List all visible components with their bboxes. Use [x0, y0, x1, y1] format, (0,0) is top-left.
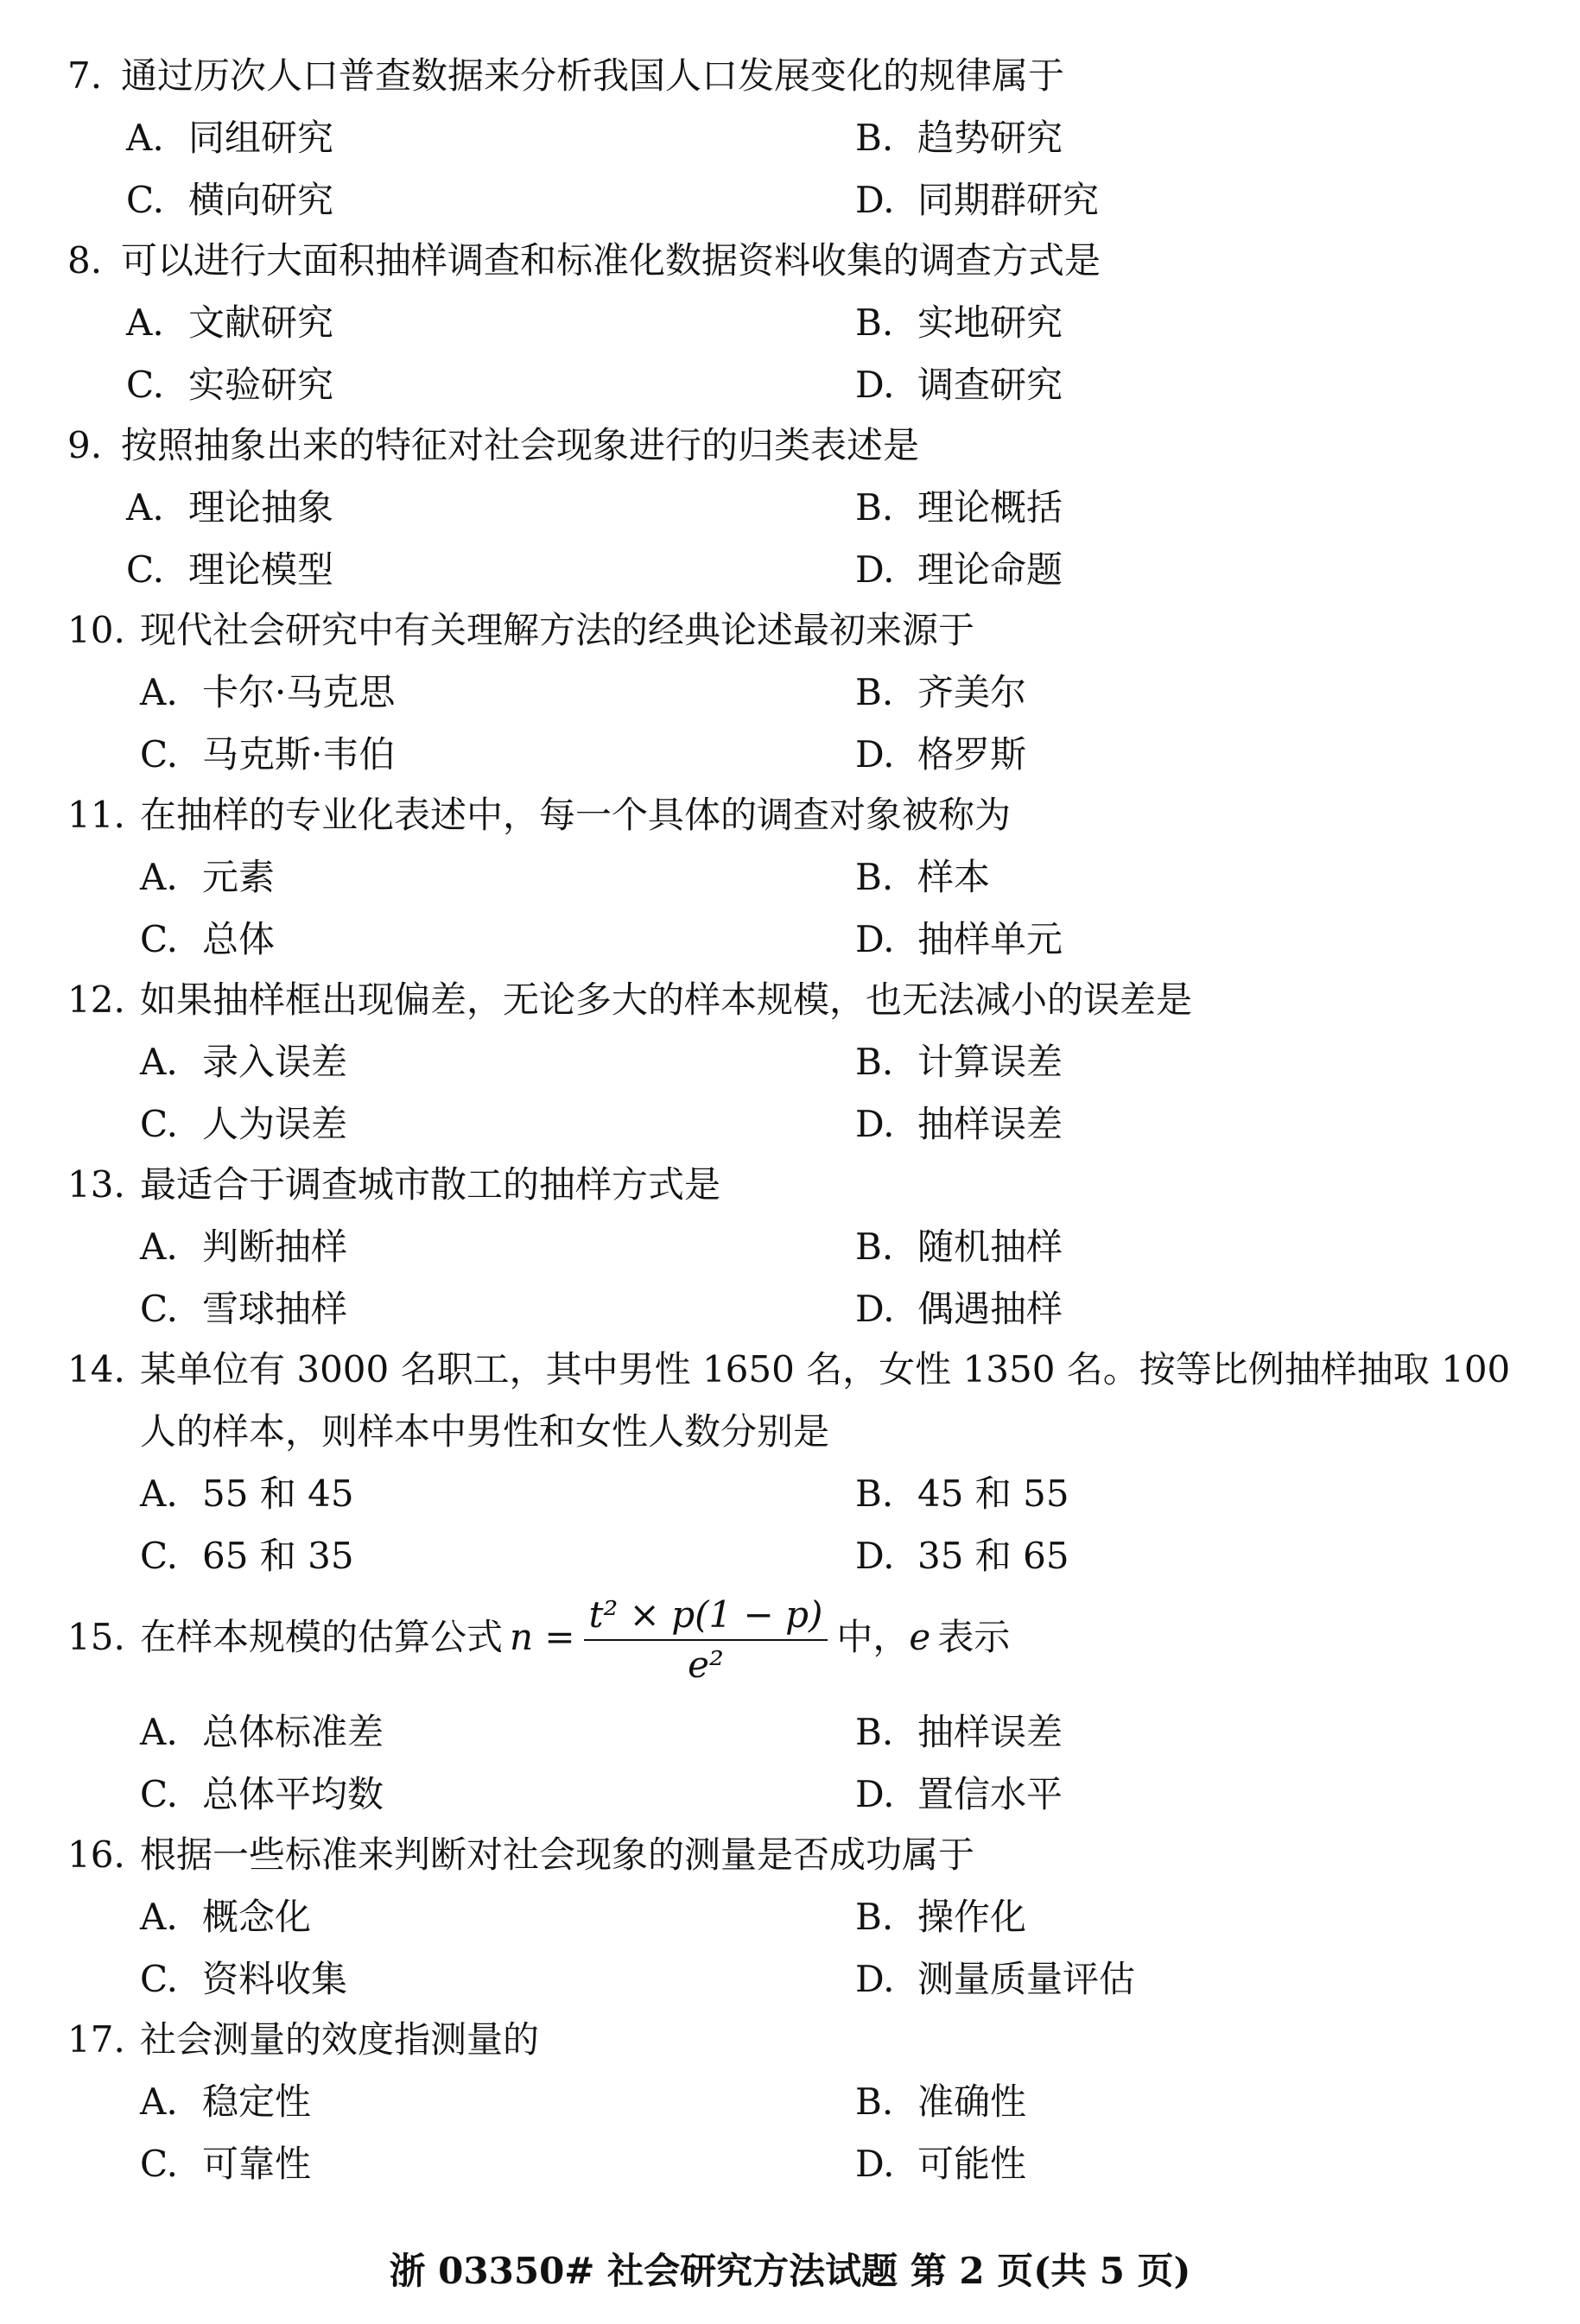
question-number: 7. [67, 54, 103, 97]
option-letter: C. [126, 364, 164, 406]
option-letter: A. [126, 486, 164, 529]
option-text: 偶遇抽样 [917, 1288, 1063, 1330]
question-number: 16. [67, 1833, 125, 1876]
option-d [855, 2138, 1026, 2190]
option-text: 随机抽样 [917, 1225, 1063, 1268]
option-letter: C. [140, 2143, 178, 2185]
option-letter: D. [855, 1103, 895, 1145]
option-letter: C. [126, 548, 164, 591]
option-letter: D. [855, 1958, 895, 2000]
question-text-after: 中， [836, 1616, 910, 1658]
option-text: 总体平均数 [202, 1773, 384, 1815]
option-a [140, 2076, 311, 2128]
question-16 [67, 1829, 1545, 1881]
option-text: 同组研究 [188, 117, 334, 159]
option-d [855, 914, 1063, 966]
option-d [855, 1283, 1063, 1335]
option-c [140, 1530, 354, 1582]
question-17 [67, 2014, 1545, 2066]
option-c [140, 1954, 347, 2005]
question-8 [67, 235, 1545, 287]
option-letter: D. [855, 364, 895, 406]
question-text: 在样本规模的估算公式 [140, 1616, 504, 1658]
option-letter: A. [140, 671, 178, 713]
question-11 [67, 789, 1545, 841]
question-number: 17. [67, 2018, 125, 2061]
option-text: 测量质量评估 [917, 1958, 1136, 2000]
option-text: 45 和 55 [917, 1472, 1069, 1515]
option-letter: B. [855, 671, 894, 713]
option-text: 录入误差 [202, 1041, 348, 1083]
option-c [140, 914, 275, 966]
option-text: 稳定性 [202, 2080, 312, 2123]
option-text: 65 和 35 [202, 1535, 354, 1577]
question-12 [67, 974, 1545, 1026]
question-number: 11. [67, 794, 125, 836]
question-7 [67, 50, 1545, 102]
question-text: 通过历次人口普查数据来分析我国人口发展变化的规律属于 [121, 54, 1065, 97]
option-letter: D. [855, 2143, 895, 2185]
option-text: 实地研究 [917, 301, 1063, 344]
question-text: 按照抽象出来的特征对社会现象进行的归类表述是 [121, 424, 920, 466]
option-text: 操作化 [917, 1896, 1027, 1938]
option-text: 调查研究 [917, 364, 1063, 406]
option-letter: A. [140, 1472, 178, 1515]
option-letter: A. [140, 1711, 178, 1753]
option-text: 总体 [202, 918, 276, 960]
question-number: 9. [67, 424, 103, 466]
option-text: 雪球抽样 [202, 1288, 348, 1330]
option-d [855, 1954, 1135, 2005]
option-d [855, 174, 1099, 226]
option-letter: C. [140, 1288, 178, 1330]
option-c [140, 729, 395, 781]
option-letter: A. [140, 1041, 178, 1083]
option-letter: A. [140, 2080, 178, 2123]
option-letter: B. [855, 1896, 894, 1938]
option-text: 总体标准差 [202, 1711, 384, 1753]
option-text: 马克斯·韦伯 [202, 733, 396, 776]
option-text: 35 和 65 [917, 1535, 1069, 1577]
option-text: 可能性 [917, 2143, 1027, 2185]
question-text: 最适合于调查城市散工的抽样方式是 [140, 1163, 721, 1206]
option-letter: A. [140, 1225, 178, 1268]
option-c [140, 2138, 311, 2190]
option-text: 抽样单元 [917, 918, 1063, 960]
option-a [126, 297, 333, 349]
option-c [126, 359, 333, 411]
option-letter: D. [855, 1535, 895, 1577]
option-letter: A. [140, 1896, 178, 1938]
option-a [140, 1707, 384, 1758]
sample-size-formula [584, 1591, 828, 1689]
option-a [140, 667, 395, 719]
option-text: 准确性 [917, 2080, 1027, 2123]
question-14 [67, 1344, 1545, 1458]
option-letter: B. [855, 1225, 894, 1268]
option-c [126, 544, 333, 596]
question-text-continued: 人的样本，则样本中男性和女性人数分别是 [140, 1410, 830, 1453]
option-text: 齐美尔 [917, 671, 1027, 713]
formula-denominator: e² [688, 1643, 724, 1686]
option-letter: A. [126, 117, 164, 159]
option-letter: B. [855, 301, 894, 344]
option-letter: C. [140, 1535, 178, 1577]
option-d [855, 544, 1063, 596]
option-a [140, 1221, 347, 1273]
question-text: 现代社会研究中有关理解方法的经典论述最初来源于 [140, 609, 975, 651]
option-letter: D. [855, 918, 895, 960]
option-letter: C. [140, 1103, 178, 1145]
question-13 [67, 1159, 1545, 1211]
option-letter: C. [140, 733, 178, 776]
option-d [855, 729, 1026, 781]
option-b [855, 112, 1063, 164]
option-letter: C. [140, 918, 178, 960]
option-text: 人为误差 [202, 1103, 348, 1145]
option-letter: D. [855, 179, 895, 221]
option-text: 55 和 45 [202, 1472, 354, 1515]
option-letter: C. [126, 179, 164, 221]
option-text: 资料收集 [202, 1958, 348, 2000]
option-letter: B. [855, 1041, 894, 1083]
option-c [126, 174, 333, 226]
option-letter: D. [855, 1773, 895, 1815]
option-letter: B. [855, 2080, 894, 2123]
option-a [126, 482, 333, 534]
option-letter: D. [855, 548, 895, 591]
option-letter: A. [140, 856, 178, 898]
question-number: 15. [67, 1616, 125, 1658]
page-footer: 浙 03350# 社会研究方法试题 第 2 页(共 5 页) [389, 2250, 1191, 2292]
question-text-end: 表示 [937, 1616, 1011, 1658]
question-text: 在抽样的专业化表述中，每一个具体的调查对象被称为 [140, 794, 1012, 836]
question-text: 如果抽样框出现偏差，无论多大的样本规模，也无法减小的误差是 [140, 978, 1193, 1021]
option-b [855, 2076, 1026, 2128]
option-letter: B. [855, 856, 894, 898]
option-c [140, 1283, 347, 1335]
option-b [855, 1891, 1026, 1943]
option-b [855, 1468, 1069, 1520]
option-a [140, 1891, 311, 1943]
question-text: 根据一些标准来判断对社会现象的测量是否成功属于 [140, 1833, 975, 1876]
question-number: 12. [67, 978, 125, 1021]
question-10 [67, 605, 1545, 656]
question-9 [67, 420, 1545, 472]
option-text: 概念化 [202, 1896, 312, 1938]
option-text: 抽样误差 [917, 1711, 1063, 1753]
option-text: 实验研究 [188, 364, 334, 406]
question-text: 某单位有 3000 名职工，其中男性 1650 名，女性 1350 名。按等比例抽样抽取 100 [140, 1348, 1511, 1390]
option-text: 抽样误差 [917, 1103, 1063, 1145]
option-letter: D. [855, 733, 895, 776]
option-text: 可靠性 [202, 2143, 312, 2185]
option-d [855, 1769, 1063, 1821]
option-text: 趋势研究 [917, 117, 1063, 159]
option-letter: B. [855, 1711, 894, 1753]
option-b [855, 1221, 1063, 1273]
option-letter: D. [855, 1288, 895, 1330]
question-number: 10. [67, 609, 125, 651]
option-text: 计算误差 [917, 1041, 1063, 1083]
option-letter: B. [855, 117, 894, 159]
question-15 [67, 1591, 1545, 1689]
option-b [855, 1707, 1063, 1758]
option-d [855, 1530, 1069, 1582]
option-letter: B. [855, 1472, 894, 1515]
option-b [855, 1036, 1063, 1088]
option-a [140, 1036, 347, 1088]
option-text: 格罗斯 [917, 733, 1027, 776]
question-number: 14. [67, 1348, 125, 1390]
option-letter: C. [140, 1958, 178, 2000]
option-b [855, 297, 1063, 349]
formula-lhs: n = [510, 1616, 575, 1658]
option-a [140, 1468, 354, 1520]
option-b [855, 852, 990, 903]
option-text: 卡尔·马克思 [202, 671, 396, 713]
option-d [855, 1099, 1063, 1150]
option-letter: B. [855, 486, 894, 529]
question-number: 8. [67, 239, 103, 282]
option-b [855, 482, 1063, 534]
question-text: 可以进行大面积抽样调查和标准化数据资料收集的调查方式是 [121, 239, 1101, 282]
option-text: 文献研究 [188, 301, 334, 344]
option-c [140, 1769, 384, 1821]
formula-variable: e [909, 1616, 931, 1658]
option-text: 理论抽象 [188, 486, 334, 529]
option-b [855, 667, 1026, 719]
option-a [126, 112, 333, 164]
option-text: 判断抽样 [202, 1225, 348, 1268]
option-text: 同期群研究 [917, 179, 1100, 221]
option-text: 理论概括 [917, 486, 1063, 529]
option-text: 样本 [917, 856, 991, 898]
option-c [140, 1099, 347, 1150]
option-text: 理论命题 [917, 548, 1063, 591]
formula-numerator: t² × p(1 − p) [584, 1591, 828, 1641]
option-text: 置信水平 [917, 1773, 1063, 1815]
option-letter: C. [140, 1773, 178, 1815]
question-text: 社会测量的效度指测量的 [140, 2018, 540, 2061]
option-text: 理论模型 [188, 548, 334, 591]
question-number: 13. [67, 1163, 125, 1206]
option-a [140, 852, 275, 903]
option-d [855, 359, 1063, 411]
option-text: 横向研究 [188, 179, 334, 221]
option-text: 元素 [202, 856, 276, 898]
option-letter: A. [126, 301, 164, 344]
